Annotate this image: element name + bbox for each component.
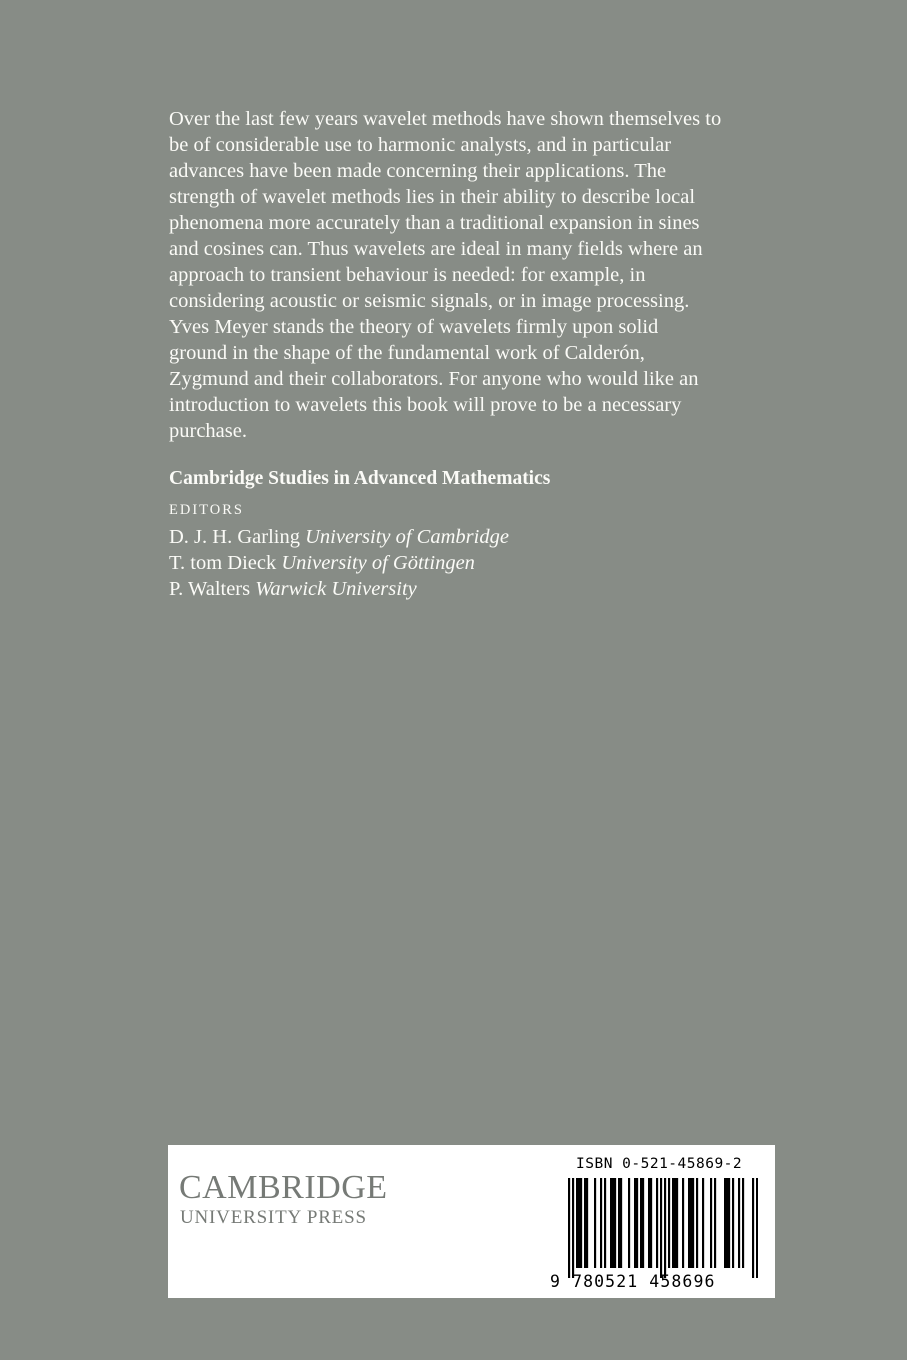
description-blurb (169, 106, 809, 444)
barcode-bar (728, 1178, 730, 1268)
barcode-bar (572, 1178, 574, 1278)
barcode-bar (726, 1178, 728, 1268)
publisher-barcode-panel (168, 1145, 775, 1298)
editor-affiliation: University of Göttingen (281, 552, 475, 574)
barcode-bar (656, 1178, 658, 1268)
blurb-line: and cosines can. Thus wavelets are ideal in many fields where an (169, 238, 703, 260)
barcode-bar (752, 1178, 754, 1278)
barcode-bar (568, 1178, 570, 1278)
isbn-number: ISBN 0-521-45869-2 (576, 1156, 743, 1172)
editor-entry (169, 524, 509, 550)
blurb-line: Zygmund and their collaborators. For anyone who would like an (169, 368, 699, 390)
editor-affiliation: Warwick University (255, 578, 417, 600)
barcode-bar (742, 1178, 744, 1268)
barcode-bar (732, 1178, 734, 1268)
blurb-line: purchase. (169, 420, 247, 442)
barcode-bar (672, 1178, 674, 1268)
blurb-line: strength of wavelet methods lies in their ability to describe local (169, 186, 696, 208)
barcode-bar (668, 1178, 670, 1268)
barcode-bar (594, 1178, 596, 1268)
barcode-bar (660, 1178, 662, 1278)
barcode-bar (692, 1178, 694, 1268)
barcode-bar (738, 1178, 740, 1268)
barcode-bar (610, 1178, 612, 1268)
barcode-bar (580, 1178, 582, 1268)
barcode-bar (636, 1178, 638, 1268)
barcode-bar (648, 1178, 650, 1268)
blurb-line: ground in the shape of the fundamental work of Calderón, (169, 342, 645, 364)
barcode-bar (584, 1178, 586, 1268)
barcode-bar (614, 1178, 616, 1268)
barcode-bar (696, 1178, 698, 1268)
barcode-bar (682, 1178, 684, 1268)
barcode-bar (618, 1178, 620, 1268)
barcode-bar (650, 1178, 652, 1268)
blurb-line: Yves Meyer stands the theory of wavelets firmly upon solid (169, 316, 659, 338)
blurb-line: approach to transient behaviour is needed: for example, in (169, 264, 646, 286)
publisher-logo-name: CAMBRIDGE (179, 1169, 388, 1206)
barcode-bar (586, 1178, 588, 1268)
barcode-bar (690, 1178, 692, 1268)
editor-entry (169, 550, 509, 576)
barcode-bar (642, 1178, 644, 1268)
blurb-line: phenomena more accurately than a traditional expansion in sines (169, 212, 700, 234)
barcode-bar (710, 1178, 712, 1268)
barcode-bar (640, 1178, 642, 1268)
barcode-bar (676, 1178, 678, 1268)
ean-number: 9 780521 458696 (550, 1272, 716, 1291)
barcode-bar (628, 1178, 630, 1268)
barcode-bar (604, 1178, 606, 1268)
barcode (568, 1178, 758, 1278)
barcode-bar (674, 1178, 676, 1268)
barcode-bar (714, 1178, 716, 1268)
barcode-bar (724, 1178, 726, 1268)
barcode-bar (578, 1178, 580, 1268)
barcode-bar (688, 1178, 690, 1268)
publisher-logo-subtitle: UNIVERSITY PRESS (180, 1207, 367, 1228)
barcode-bar (620, 1178, 622, 1268)
editor-name: P. Walters (169, 578, 251, 600)
blurb-line: considering acoustic or seismic signals, or in image processing. (169, 290, 690, 312)
barcode-bars (568, 1178, 758, 1278)
blurb-line: advances have been made concerning their applications. The (169, 160, 667, 182)
barcode-bar (756, 1178, 758, 1278)
editor-entry (169, 576, 509, 602)
editor-affiliation: University of Cambridge (305, 526, 509, 548)
series-title: Cambridge Studies in Advanced Mathematics (169, 468, 551, 489)
barcode-bar (702, 1178, 704, 1268)
editor-name: D. J. H. Garling (169, 526, 300, 548)
blurb-line: be of considerable use to harmonic analysts, and in particular (169, 134, 672, 156)
barcode-bar (664, 1178, 666, 1278)
editor-name: T. tom Dieck (169, 552, 277, 574)
barcode-bar (612, 1178, 614, 1268)
blurb-line: Over the last few years wavelet methods have shown themselves to (169, 108, 722, 130)
editors-list (169, 524, 509, 602)
barcode-bar (634, 1178, 636, 1268)
barcode-bar (576, 1178, 578, 1268)
barcode-bar (600, 1178, 602, 1268)
editors-label: EDITORS (169, 502, 244, 518)
blurb-line: introduction to wavelets this book will prove to be a necessary (169, 394, 682, 416)
